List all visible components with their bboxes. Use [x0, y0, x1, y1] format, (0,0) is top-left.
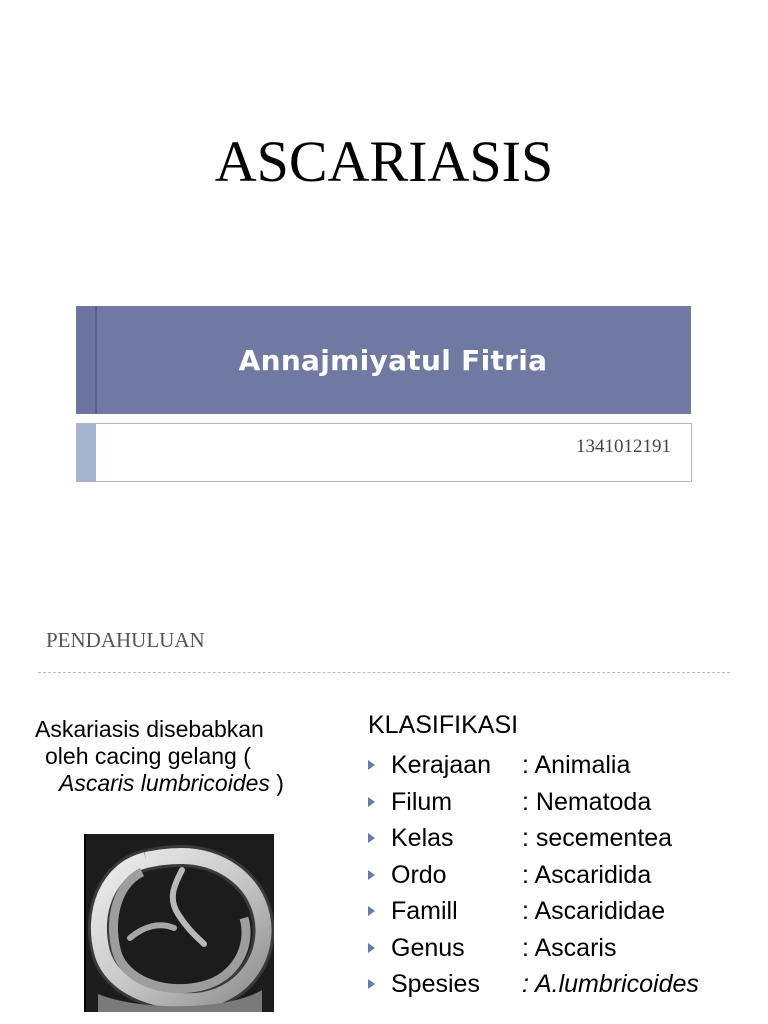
intro-line-1: Askariasis disebabkan [35, 716, 264, 742]
section-divider [38, 672, 730, 673]
section-heading: PENDAHULUAN [46, 628, 205, 652]
rank-value: : Ascaridida [522, 860, 652, 889]
student-id-banner [76, 423, 692, 482]
rank-label: Genus [391, 933, 465, 962]
triangle-bullet-icon [368, 797, 375, 807]
rank-value: : Ascarididae [522, 897, 666, 925]
triangle-bullet-icon [368, 906, 375, 916]
rank-label: Ordo [391, 860, 447, 889]
rank-value: : Nematoda [522, 787, 652, 816]
intro-line-3 [35, 770, 345, 797]
id-accent-stripe [77, 424, 96, 481]
triangle-bullet-icon [368, 979, 375, 989]
triangle-bullet-icon [368, 943, 375, 953]
triangle-bullet-icon [368, 870, 375, 880]
rank-value: : Animalia [522, 751, 631, 779]
rank-label: Kerajaan [391, 751, 492, 779]
species-name: Ascaris lumbricoides [59, 770, 270, 796]
author-banner [76, 306, 691, 414]
intro-close-paren: ) [269, 770, 284, 796]
triangle-bullet-icon [368, 833, 375, 843]
intro-line-2: oleh cacing gelang ( [45, 743, 251, 769]
classification-heading: KLASIFIKASI [368, 711, 519, 739]
author-name: Annajmiyatul Fitria [238, 343, 548, 377]
roundworm-illustration [86, 834, 274, 1012]
rank-value: : secementea [522, 824, 673, 852]
intro-text [35, 716, 345, 797]
triangle-bullet-icon [368, 760, 375, 770]
rank-label: Famill [391, 897, 458, 925]
rank-label: Filum [391, 787, 453, 816]
student-id: 1341012191 [576, 436, 671, 457]
rank-value: : A.lumbricoides [522, 970, 699, 998]
rank-label: Kelas [391, 824, 454, 852]
roundworm-photo [84, 834, 274, 1012]
banner-accent-stripe [76, 306, 97, 414]
slide-title: ASCARIASIS [214, 129, 554, 194]
rank-value: : Ascaris [522, 933, 617, 962]
rank-label: Spesies [391, 970, 480, 998]
